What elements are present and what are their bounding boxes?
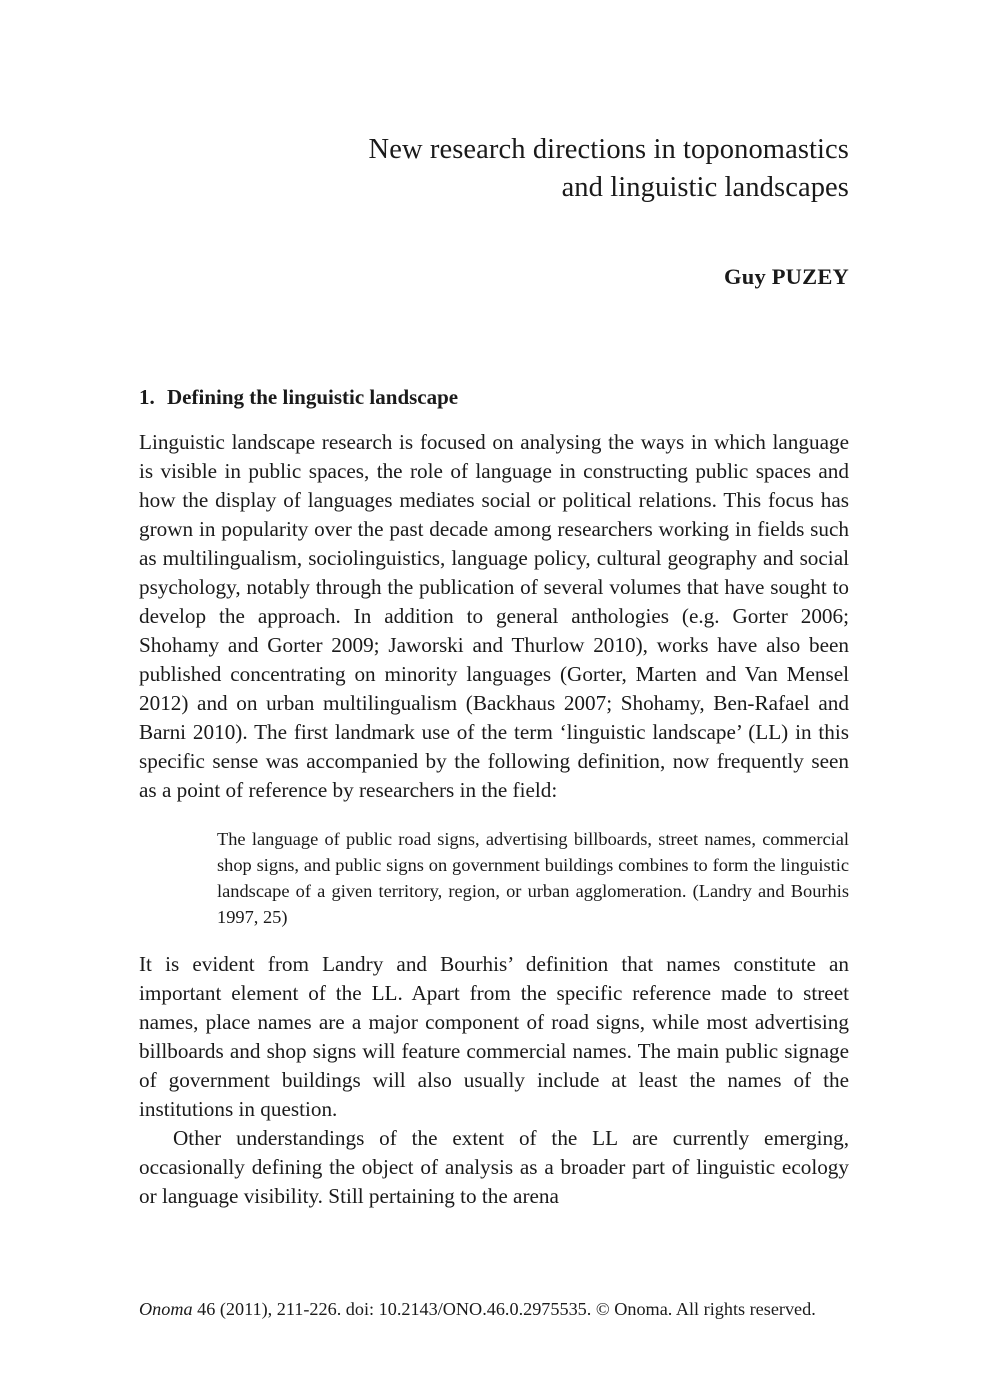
- body-paragraph-2: It is evident from Landry and Bourhis’ definition that names constitute an important element of the LL. Apart from the specific reference made to street names, place names are a major component of road signs, while most advertising billboards and shop signs will feature commercial names. The main public signage of government buildings will also usually include at least the names of the institutions in question.: [139, 952, 849, 1121]
- section-number: 1.: [139, 385, 155, 409]
- footer-citation-text: 46 (2011), 211-226. doi: 10.2143/ONO.46.0.2975535. © Onoma. All rights reserved.: [192, 1299, 816, 1319]
- body-paragraph-1: Linguistic landscape research is focused on analysing the ways in which language is visible in public spaces, the role of language in constructing public spaces and how the display of languages mediates social or political relations. This focus has grown in popularity over the past decade among researchers working in fields such as multilingualism, sociolinguistics, language policy, cultural geography and social psychology, notably through the publication of several volumes that have sought to develop the approach. In addition to general anthologies (e.g. Gorter 2006; Shohamy and Gorter 2009; Jaworski and Thurlow 2010), works have also been published concentrating on minority languages (Gorter, Marten and Van Mensel 2012) and on urban multilingualism (Backhaus 2007; Shohamy, Ben-Rafael and Barni 2010). The first landmark use of the term ‘linguistic landscape’ (LL) in this specific sense was accompanied by the following definition, now frequently seen as a point of reference by researchers in the field:: [139, 430, 849, 802]
- page-title: [139, 0, 849, 207]
- footer-journal-name: Onoma: [139, 1299, 193, 1319]
- title-line-1: New research directions in toponomastics: [368, 134, 849, 165]
- author-block: [139, 263, 849, 291]
- section-heading-text: Defining the linguistic landscape: [167, 385, 459, 409]
- block-quote: The language of public road signs, advertising billboards, street names, commercial shop signs, and public signs on government buildings combines to form the linguistic landscape of a given territory, region, or urban agglomeration. (Landry and Bourhis 1997, 25): [217, 829, 849, 927]
- author-name: Guy PUZEY: [724, 264, 849, 289]
- section-heading: [139, 384, 849, 410]
- footer-citation: [139, 1297, 853, 1321]
- body-paragraph-3: Other understandings of the extent of the LL are currently emerging, occasionally defining the object of analysis as a broader part of linguistic ecology or language visibility. Still pertaining to the arena: [139, 1126, 849, 1208]
- title-line-2: and linguistic landscapes: [561, 172, 849, 203]
- page-content: [139, 0, 849, 1211]
